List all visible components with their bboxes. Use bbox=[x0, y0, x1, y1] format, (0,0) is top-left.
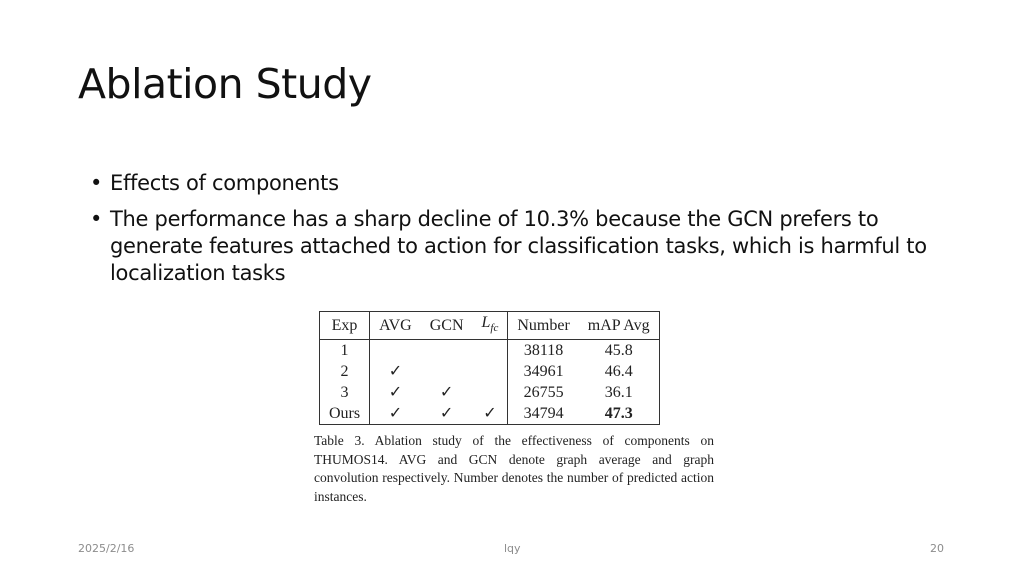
bullet-text: Effects of components bbox=[110, 171, 339, 195]
cell-gcn bbox=[421, 361, 473, 382]
ablation-table bbox=[319, 311, 660, 425]
cell-exp: 1 bbox=[320, 340, 370, 362]
cell-map: 36.1 bbox=[604, 384, 633, 402]
bullet-list bbox=[90, 170, 950, 296]
cell-avg: ✓ bbox=[388, 363, 403, 381]
cell-gcn bbox=[421, 340, 473, 362]
cell-number: 34961 bbox=[523, 363, 564, 381]
cell-avg: ✓ bbox=[388, 384, 403, 402]
table-row bbox=[320, 403, 660, 425]
slide-title: Ablation Study bbox=[78, 60, 372, 108]
header-number: Number bbox=[508, 312, 579, 340]
cell-lfc: ✓ bbox=[473, 403, 508, 425]
cell-avg bbox=[370, 340, 421, 362]
cell-gcn: ✓ bbox=[439, 405, 454, 423]
bullet-dot-icon: • bbox=[90, 171, 103, 195]
header-lfc: $L_{fc}$ bbox=[473, 312, 508, 340]
header-avg: AVG bbox=[370, 312, 421, 340]
table-row bbox=[320, 382, 660, 403]
bullet-text: The performance has a sharp decline of 10.3% because the GCN prefers to generate features attached to action for classification tasks, which is harmful to localization tasks bbox=[110, 207, 927, 285]
table-row bbox=[320, 340, 660, 362]
cell-lfc bbox=[473, 340, 508, 362]
header-exp: Exp bbox=[320, 312, 370, 340]
cell-gcn: ✓ bbox=[439, 384, 454, 402]
ablation-table-figure bbox=[319, 311, 660, 425]
cell-number: 26755 bbox=[523, 384, 564, 402]
footer-date: 2025/2/16 bbox=[78, 542, 135, 555]
footer-author: lqy bbox=[504, 542, 521, 555]
cell-exp: 3 bbox=[320, 382, 370, 403]
cell-exp: Ours bbox=[320, 403, 370, 425]
bullet-dot-icon: • bbox=[90, 207, 103, 231]
table-row bbox=[320, 361, 660, 382]
cell-number: 38118 bbox=[523, 342, 564, 360]
footer-page-number: 20 bbox=[930, 542, 944, 555]
table-caption: Table 3. Ablation study of the effectiveness of components on THUMOS14. AVG and GCN denote graph average and graph convolution respectively. Number denotes the number of predicted action instances. bbox=[314, 433, 714, 504]
cell-avg: ✓ bbox=[388, 405, 403, 423]
header-gcn: GCN bbox=[421, 312, 473, 340]
bullet-item bbox=[90, 170, 950, 197]
table-header-row bbox=[320, 312, 660, 340]
cell-lfc bbox=[473, 382, 508, 403]
cell-map: 46.4 bbox=[604, 363, 633, 381]
cell-map: 47.3 bbox=[604, 405, 633, 423]
cell-number: 34794 bbox=[523, 405, 564, 423]
cell-exp: 2 bbox=[320, 361, 370, 382]
cell-lfc bbox=[473, 361, 508, 382]
bullet-item bbox=[90, 206, 950, 287]
header-map-avg: mAP Avg bbox=[579, 312, 659, 340]
cell-map: 45.8 bbox=[604, 342, 633, 360]
